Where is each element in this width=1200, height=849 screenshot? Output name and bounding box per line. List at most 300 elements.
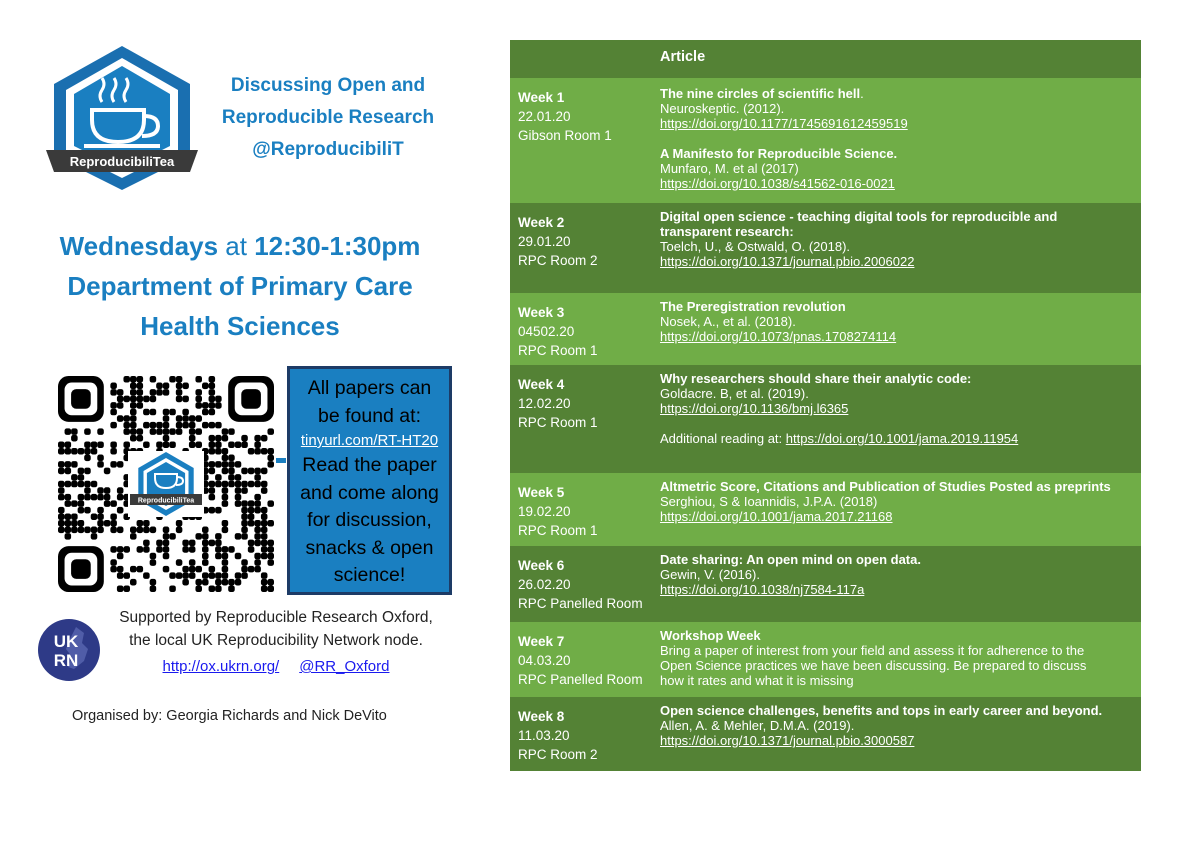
week-label: Week 5 bbox=[518, 485, 565, 500]
ukrn-oxford-link[interactable]: http://ox.ukrn.org/ bbox=[162, 658, 280, 675]
article-doi-link[interactable]: https://doi.org/10.1038/nj7584-117a bbox=[660, 582, 865, 597]
qr-finder-pattern bbox=[228, 376, 274, 422]
qr-module bbox=[110, 500, 117, 507]
qr-module bbox=[176, 422, 183, 429]
qr-module bbox=[182, 396, 189, 403]
qr-module bbox=[222, 500, 229, 507]
qr-module bbox=[182, 540, 189, 547]
qr-module bbox=[123, 572, 130, 579]
qr-module bbox=[182, 383, 189, 390]
support-text bbox=[106, 606, 446, 678]
ukrn-text-1: UK bbox=[53, 632, 79, 651]
qr-module bbox=[176, 415, 183, 422]
papers-link[interactable]: tinyurl.com/RT-HT20 bbox=[300, 432, 439, 449]
event-time-location bbox=[40, 226, 440, 346]
additional-reading-link[interactable]: https://doi.org/10.1001/jama.2019.11954 bbox=[785, 431, 1019, 446]
qr-module bbox=[209, 481, 216, 488]
qr-module bbox=[235, 572, 242, 579]
qr-module bbox=[202, 402, 209, 409]
qr-module bbox=[241, 559, 248, 566]
week-room: RPC Room 2 bbox=[518, 253, 598, 268]
qr-module bbox=[130, 422, 137, 429]
qr-module bbox=[117, 461, 124, 468]
qr-module bbox=[150, 553, 157, 560]
qr-module bbox=[209, 461, 216, 468]
week-date: 04502.20 bbox=[518, 324, 575, 339]
qr-module bbox=[215, 441, 222, 448]
week-date: 19.02.20 bbox=[518, 504, 571, 519]
callout-connector bbox=[276, 458, 286, 463]
qr-module bbox=[156, 546, 163, 553]
qr-module bbox=[91, 527, 98, 534]
qr-module bbox=[241, 481, 248, 488]
qr-module bbox=[267, 585, 274, 592]
qr-module bbox=[78, 494, 85, 501]
qr-module bbox=[137, 383, 144, 390]
article-title: Digital open science - teaching digital tools for reproducible and bbox=[660, 209, 1058, 224]
week-room: RPC Room 1 bbox=[518, 343, 598, 358]
table-row bbox=[510, 293, 1141, 365]
week-date: 12.02.20 bbox=[518, 396, 571, 411]
qr-module bbox=[58, 481, 65, 488]
qr-module bbox=[241, 435, 248, 442]
qr-module bbox=[84, 428, 91, 435]
qr-module bbox=[254, 540, 261, 547]
qr-module bbox=[143, 540, 150, 547]
qr-module bbox=[267, 500, 274, 507]
reproducibilitea-logo bbox=[42, 44, 202, 192]
qr-module bbox=[110, 566, 117, 573]
event-day: Wednesdays bbox=[59, 231, 219, 261]
article-citation: Neuroskeptic. (2012). bbox=[660, 101, 785, 116]
qr-module bbox=[241, 507, 248, 514]
qr-module bbox=[222, 494, 229, 501]
article-citation: Allen, A. & Mehler, D.M.A. (2019). bbox=[660, 718, 855, 733]
qr-module bbox=[261, 435, 268, 442]
qr-module bbox=[78, 481, 85, 488]
qr-module bbox=[202, 553, 209, 560]
qr-module bbox=[71, 428, 78, 435]
ukrn-logo bbox=[36, 617, 102, 683]
qr-module bbox=[228, 468, 235, 475]
qr-module bbox=[209, 441, 216, 448]
qr-module bbox=[182, 566, 189, 573]
qr-module bbox=[248, 468, 255, 475]
qr-module bbox=[254, 566, 261, 573]
week-label: Week 1 bbox=[518, 90, 565, 105]
qr-module bbox=[137, 402, 144, 409]
qr-module bbox=[222, 553, 229, 560]
qr-module bbox=[163, 435, 170, 442]
qr-module bbox=[130, 428, 137, 435]
callout-line-5: for discussion, bbox=[307, 509, 432, 531]
qr-module bbox=[97, 527, 104, 534]
qr-module bbox=[254, 507, 261, 514]
qr-module bbox=[189, 435, 196, 442]
table-row bbox=[510, 473, 1141, 546]
qr-module bbox=[176, 527, 183, 534]
qr-module bbox=[91, 494, 98, 501]
table-row bbox=[510, 365, 1141, 473]
support-line-2: the local UK Reproducibility Network node. bbox=[129, 632, 423, 649]
qr-module bbox=[189, 422, 196, 429]
qr-module bbox=[91, 513, 98, 520]
qr-module bbox=[130, 579, 137, 586]
qr-module bbox=[123, 585, 130, 592]
qr-module bbox=[222, 435, 229, 442]
qr-module bbox=[130, 383, 137, 390]
qr-module bbox=[117, 572, 124, 579]
article-doi-link[interactable]: https://doi.org/10.1371/journal.pbio.2006022 bbox=[660, 254, 915, 269]
qr-module bbox=[71, 461, 78, 468]
qr-module bbox=[78, 527, 85, 534]
qr-module bbox=[241, 520, 248, 527]
qr-module bbox=[209, 494, 216, 501]
qr-module bbox=[222, 461, 229, 468]
callout-line-6: snacks & open bbox=[305, 536, 434, 559]
qr-module bbox=[65, 461, 72, 468]
qr-module bbox=[215, 461, 222, 468]
qr-module bbox=[182, 579, 189, 586]
qr-module bbox=[254, 481, 261, 488]
qr-module bbox=[110, 441, 117, 448]
qr-module bbox=[209, 468, 216, 475]
qr-module bbox=[195, 428, 202, 435]
qr-module bbox=[130, 566, 137, 573]
qr-module bbox=[156, 540, 163, 547]
qr-module bbox=[84, 468, 91, 475]
qr-module bbox=[241, 487, 248, 494]
qr-module bbox=[267, 520, 274, 527]
qr-module bbox=[267, 553, 274, 560]
qr-module bbox=[78, 507, 85, 514]
article-doi-link[interactable]: https://doi.org/10.1177/1745691612459519 bbox=[660, 116, 908, 131]
header-line-1: Discussing Open and bbox=[230, 75, 426, 96]
article-title: Date sharing: An open mind on open data. bbox=[660, 552, 921, 567]
qr-module bbox=[169, 409, 176, 416]
qr-module bbox=[261, 533, 268, 540]
workshop-text-2: Open Science practices we have been discussing. Be prepared to discuss bbox=[660, 658, 1087, 673]
article-doi-link[interactable]: https://doi.org/10.1001/jama.2017.21168 bbox=[660, 509, 893, 524]
qr-module bbox=[117, 546, 124, 553]
qr-module bbox=[163, 389, 170, 396]
qr-module bbox=[228, 579, 235, 586]
qr-module bbox=[241, 500, 248, 507]
qr-module bbox=[195, 441, 202, 448]
week-label: Week 8 bbox=[518, 709, 565, 724]
week-date: 29.01.20 bbox=[518, 234, 571, 249]
qr-module bbox=[163, 533, 170, 540]
qr-module bbox=[189, 415, 196, 422]
qr-module bbox=[261, 487, 268, 494]
table-row bbox=[510, 78, 1141, 203]
qr-module bbox=[150, 396, 157, 403]
qr-module bbox=[163, 409, 170, 416]
qr-module bbox=[110, 448, 117, 455]
qr-module bbox=[235, 533, 242, 540]
qr-module bbox=[65, 533, 72, 540]
callout-line-2: be found at: bbox=[317, 404, 421, 427]
qr-module bbox=[58, 507, 65, 514]
logo-badge-text: ReproducibiliTea bbox=[69, 154, 175, 169]
qr-module bbox=[143, 396, 150, 403]
qr-module bbox=[189, 566, 196, 573]
qr-module bbox=[91, 448, 98, 455]
qr-module bbox=[235, 461, 242, 468]
week-date: 22.01.20 bbox=[518, 109, 571, 124]
week-date: 04.03.20 bbox=[518, 653, 571, 668]
qr-module bbox=[143, 527, 150, 534]
qr-module bbox=[261, 579, 268, 586]
qr-module bbox=[156, 422, 163, 429]
event-place-2: Health Sciences bbox=[140, 311, 340, 341]
qr-module bbox=[58, 487, 65, 494]
qr-module bbox=[202, 527, 209, 534]
qr-module bbox=[130, 415, 137, 422]
qr-module bbox=[235, 487, 242, 494]
qr-module bbox=[71, 435, 78, 442]
qr-module bbox=[176, 396, 183, 403]
week-room: RPC Room 2 bbox=[518, 747, 598, 762]
qr-module bbox=[150, 409, 157, 416]
week-date: 11.03.20 bbox=[518, 728, 570, 743]
article-title: Altmetric Score, Citations and Publication of Studies Posted as preprints bbox=[660, 479, 1111, 494]
qr-module bbox=[254, 559, 261, 566]
qr-module bbox=[91, 441, 98, 448]
qr-module bbox=[110, 409, 117, 416]
qr-module bbox=[84, 494, 91, 501]
qr-module bbox=[202, 422, 209, 429]
qr-module bbox=[261, 585, 268, 592]
qr-module bbox=[228, 441, 235, 448]
qr-module bbox=[254, 533, 261, 540]
qr-module bbox=[150, 422, 157, 429]
qr-module bbox=[261, 553, 268, 560]
qr-module bbox=[137, 396, 144, 403]
qr-module bbox=[150, 559, 157, 566]
qr-module bbox=[156, 428, 163, 435]
article-citation: Goldacre. B, et al. (2019). bbox=[660, 386, 809, 401]
week-room: RPC Room 1 bbox=[518, 415, 598, 430]
qr-module bbox=[163, 415, 170, 422]
qr-module bbox=[150, 585, 157, 592]
qr-module bbox=[163, 441, 170, 448]
article-title: The Preregistration revolution bbox=[660, 299, 846, 314]
article-citation: Munfaro, M. et al (2017) bbox=[660, 161, 799, 176]
qr-module bbox=[189, 428, 196, 435]
qr-module bbox=[110, 422, 117, 429]
qr-module bbox=[235, 494, 242, 501]
qr-module bbox=[215, 540, 222, 547]
additional-reading-label: Additional reading at: bbox=[660, 431, 786, 446]
article-title: A Manifesto for Reproducible Science. bbox=[660, 146, 898, 161]
qr-module bbox=[215, 585, 222, 592]
qr-module bbox=[248, 566, 255, 573]
qr-module bbox=[104, 487, 111, 494]
qr-module bbox=[84, 448, 91, 455]
qr-module bbox=[71, 448, 78, 455]
qr-module bbox=[110, 520, 117, 527]
qr-module bbox=[222, 487, 229, 494]
qr-module bbox=[117, 507, 124, 514]
qr-module bbox=[209, 507, 216, 514]
ukrn-text-2: RN bbox=[53, 651, 79, 670]
qr-module bbox=[176, 383, 183, 390]
qr-module bbox=[222, 559, 229, 566]
qr-module bbox=[163, 527, 170, 534]
qr-finder-pattern bbox=[58, 376, 104, 422]
qr-module bbox=[110, 513, 117, 520]
support-line-1: Supported by Reproducible Research Oxford, bbox=[119, 609, 433, 626]
qr-module bbox=[137, 435, 144, 442]
qr-module bbox=[150, 579, 157, 586]
schedule-table bbox=[510, 40, 1141, 771]
week-room: RPC Panelled Room bbox=[518, 596, 643, 611]
event-at: at bbox=[218, 231, 255, 261]
article-doi-link[interactable]: https://doi.org/10.1136/bmj.l6365 bbox=[660, 401, 849, 416]
article-doi-link[interactable]: https://doi.org/10.1371/journal.pbio.3000587 bbox=[660, 733, 915, 748]
qr-module bbox=[261, 520, 268, 527]
qr-module bbox=[195, 415, 202, 422]
qr-module bbox=[228, 585, 235, 592]
qr-module bbox=[248, 540, 255, 547]
qr-badge-text: ReproducibiliTea bbox=[137, 497, 195, 505]
article-doi-link[interactable]: https://doi.org/10.1073/pnas.1708274114 bbox=[660, 329, 897, 344]
qr-module bbox=[215, 507, 222, 514]
qr-module bbox=[150, 527, 157, 534]
qr-module bbox=[150, 428, 157, 435]
qr-module bbox=[71, 513, 78, 520]
qr-module bbox=[195, 402, 202, 409]
qr-module bbox=[97, 487, 104, 494]
callout-line-1: All papers can bbox=[307, 377, 432, 399]
qr-module bbox=[248, 500, 255, 507]
qr-module bbox=[65, 494, 72, 501]
qr-module bbox=[163, 540, 170, 547]
qr-module bbox=[195, 533, 202, 540]
qr-module bbox=[163, 546, 170, 553]
qr-module bbox=[195, 396, 202, 403]
qr-module bbox=[209, 396, 216, 403]
article-title: Open science challenges, benefits and tops in early career and beyond. bbox=[660, 703, 1103, 718]
qr-module bbox=[104, 494, 111, 501]
qr-module bbox=[182, 546, 189, 553]
qr-module bbox=[254, 441, 261, 448]
qr-module bbox=[176, 572, 183, 579]
qr-module bbox=[84, 527, 91, 534]
qr-module bbox=[202, 540, 209, 547]
workshop-text-1: Bring a paper of interest from your field and assess it for adherence to the bbox=[660, 643, 1085, 658]
rr-oxford-twitter-link[interactable]: @RR_Oxford bbox=[299, 658, 390, 675]
qr-module bbox=[150, 376, 157, 383]
qr-module bbox=[65, 513, 72, 520]
qr-module bbox=[228, 428, 235, 435]
qr-code[interactable] bbox=[58, 376, 274, 592]
week-label: Week 7 bbox=[518, 634, 565, 649]
qr-module bbox=[235, 579, 242, 586]
qr-module bbox=[169, 533, 176, 540]
qr-module bbox=[209, 422, 216, 429]
qr-module bbox=[267, 579, 274, 586]
qr-module bbox=[110, 546, 117, 553]
qr-module bbox=[222, 527, 229, 534]
qr-module bbox=[254, 474, 261, 481]
article-doi-link[interactable]: https://doi.org/10.1038/s41562-016-0021 bbox=[660, 176, 895, 191]
qr-module bbox=[215, 422, 222, 429]
article-title: The nine circles of scientific hell bbox=[660, 86, 861, 101]
qr-module bbox=[228, 474, 235, 481]
qr-module bbox=[209, 435, 216, 442]
qr-module bbox=[91, 533, 98, 540]
qr-module bbox=[84, 487, 91, 494]
qr-module bbox=[222, 428, 229, 435]
article-citation: Gewin, V. (2016). bbox=[660, 567, 760, 582]
qr-module bbox=[195, 585, 202, 592]
qr-module bbox=[209, 383, 216, 390]
qr-module bbox=[58, 513, 65, 520]
organisers: Organised by: Georgia Richards and Nick DeVito bbox=[72, 708, 387, 724]
qr-module bbox=[222, 579, 229, 586]
qr-module bbox=[143, 441, 150, 448]
qr-module bbox=[143, 520, 150, 527]
qr-module bbox=[195, 566, 202, 573]
qr-module bbox=[130, 396, 137, 403]
qr-module bbox=[189, 540, 196, 547]
qr-module bbox=[209, 540, 216, 547]
qr-module bbox=[248, 546, 255, 553]
qr-module bbox=[58, 461, 65, 468]
qr-module bbox=[143, 422, 150, 429]
qr-finder-pattern bbox=[58, 546, 104, 592]
qr-module bbox=[215, 546, 222, 553]
qr-module bbox=[117, 402, 124, 409]
qr-module bbox=[65, 481, 72, 488]
qr-module bbox=[163, 383, 170, 390]
qr-module bbox=[123, 441, 130, 448]
workshop-text-3: how it rates and what it is missing bbox=[660, 673, 854, 688]
qr-module bbox=[58, 441, 65, 448]
qr-module bbox=[209, 402, 216, 409]
qr-module bbox=[209, 448, 216, 455]
qr-module bbox=[117, 527, 124, 534]
qr-module bbox=[169, 585, 176, 592]
qr-module bbox=[110, 461, 117, 468]
qr-module bbox=[189, 546, 196, 553]
qr-module bbox=[71, 500, 78, 507]
qr-module bbox=[228, 455, 235, 462]
qr-module bbox=[117, 389, 124, 396]
qr-module bbox=[222, 448, 229, 455]
table-row bbox=[510, 622, 1141, 697]
qr-module bbox=[248, 507, 255, 514]
qr-module bbox=[104, 520, 111, 527]
article-citation: Toelch, U., & Ostwald, O. (2018). bbox=[660, 239, 851, 254]
qr-module bbox=[202, 546, 209, 553]
qr-module bbox=[117, 415, 124, 422]
qr-module bbox=[130, 527, 137, 534]
qr-module bbox=[222, 572, 229, 579]
qr-module bbox=[65, 441, 72, 448]
qr-module bbox=[65, 500, 72, 507]
header-handle: @ReproducibiliT bbox=[252, 139, 404, 160]
qr-module bbox=[163, 428, 170, 435]
qr-module bbox=[254, 553, 261, 560]
qr-module bbox=[176, 428, 183, 435]
qr-module bbox=[156, 383, 163, 390]
qr-module bbox=[130, 402, 137, 409]
qr-module bbox=[241, 533, 248, 540]
qr-module bbox=[267, 461, 274, 468]
